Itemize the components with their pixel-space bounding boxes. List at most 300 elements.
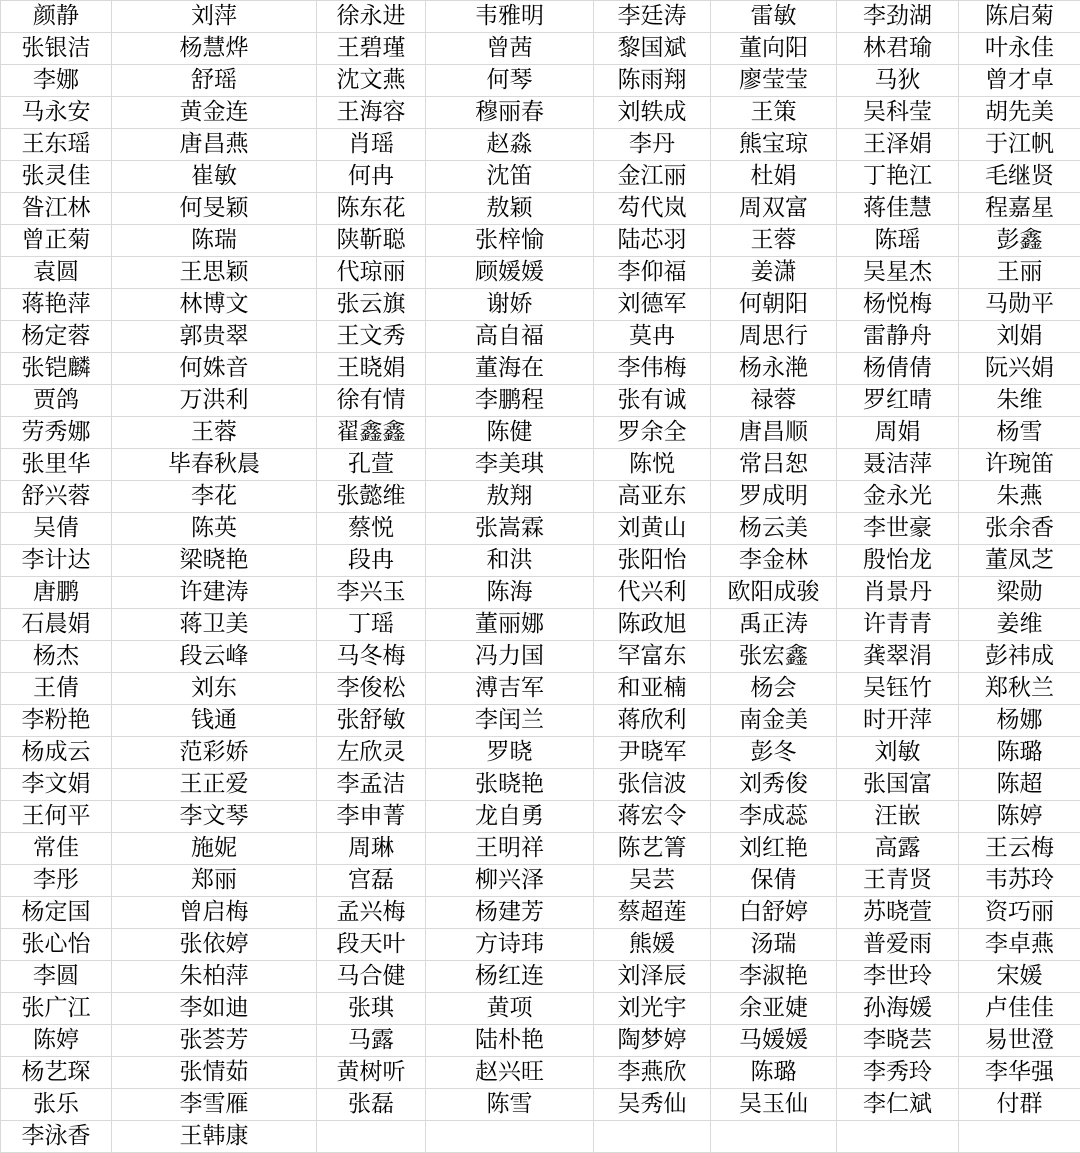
name-cell: 陕靳聪 — [317, 225, 426, 257]
name-cell: 董海在 — [426, 353, 594, 385]
name-cell: 代兴利 — [594, 577, 711, 609]
name-cell: 马永安 — [1, 97, 112, 129]
table-row — [1, 481, 1080, 513]
name-cell: 张琪 — [317, 993, 426, 1025]
table-row — [1, 737, 1080, 769]
name-cell: 郑丽 — [112, 865, 317, 897]
table-row — [1, 97, 1080, 129]
name-cell: 林博文 — [112, 289, 317, 321]
table-row — [1, 193, 1080, 225]
name-cell: 唐昌顺 — [711, 417, 837, 449]
name-cell: 吴钰竹 — [837, 673, 959, 705]
name-cell: 刘轶成 — [594, 97, 711, 129]
name-cell: 陈璐 — [959, 737, 1080, 769]
name-cell: 芶代岚 — [594, 193, 711, 225]
table-row — [1, 385, 1080, 417]
name-cell — [837, 1121, 959, 1153]
name-cell: 罗成明 — [711, 481, 837, 513]
name-cell: 周双富 — [711, 193, 837, 225]
name-cell: 吴倩 — [1, 513, 112, 545]
name-cell: 金永光 — [837, 481, 959, 513]
name-cell: 李文娟 — [1, 769, 112, 801]
name-cell: 吴芸 — [594, 865, 711, 897]
name-cell: 冯力国 — [426, 641, 594, 673]
name-cell: 陈雨翔 — [594, 65, 711, 97]
name-cell: 王韩康 — [112, 1121, 317, 1153]
name-cell: 高露 — [837, 833, 959, 865]
name-cell: 张宏鑫 — [711, 641, 837, 673]
name-cell: 李彤 — [1, 865, 112, 897]
name-cell: 杨娜 — [959, 705, 1080, 737]
name-cell: 张依婷 — [112, 929, 317, 961]
name-cell: 陶梦婷 — [594, 1025, 711, 1057]
name-cell: 常吕恕 — [711, 449, 837, 481]
name-cell: 蒋卫美 — [112, 609, 317, 641]
name-cell: 张乐 — [1, 1089, 112, 1121]
table-row — [1, 1, 1080, 33]
name-cell: 沈笛 — [426, 161, 594, 193]
name-cell: 金江丽 — [594, 161, 711, 193]
name-cell: 陈超 — [959, 769, 1080, 801]
name-cell: 钱通 — [112, 705, 317, 737]
name-cell: 陈东花 — [317, 193, 426, 225]
name-cell: 吴科莹 — [837, 97, 959, 129]
table-row — [1, 577, 1080, 609]
name-cell: 翟鑫鑫 — [317, 417, 426, 449]
name-cell: 杨悦梅 — [837, 289, 959, 321]
name-cell: 李俊松 — [317, 673, 426, 705]
name-cell: 张情茹 — [112, 1057, 317, 1089]
name-cell: 蒋欣利 — [594, 705, 711, 737]
name-cell: 陆朴艳 — [426, 1025, 594, 1057]
name-cell: 陈启菊 — [959, 1, 1080, 33]
name-cell: 南金美 — [711, 705, 837, 737]
name-cell: 蒋艳萍 — [1, 289, 112, 321]
table-row — [1, 289, 1080, 321]
name-cell: 范彩娇 — [112, 737, 317, 769]
name-cell: 叶永佳 — [959, 33, 1080, 65]
name-cell: 舒兴蓉 — [1, 481, 112, 513]
name-cell: 柳兴泽 — [426, 865, 594, 897]
name-cell: 袁圆 — [1, 257, 112, 289]
name-cell: 颜静 — [1, 1, 112, 33]
name-cell: 李娜 — [1, 65, 112, 97]
table-row — [1, 321, 1080, 353]
name-cell: 张阳怡 — [594, 545, 711, 577]
name-cell: 刘黄山 — [594, 513, 711, 545]
name-cell: 姜潇 — [711, 257, 837, 289]
name-cell: 李文琴 — [112, 801, 317, 833]
name-cell: 毛继贤 — [959, 161, 1080, 193]
table-row — [1, 1025, 1080, 1057]
table-row — [1, 993, 1080, 1025]
name-cell: 李粉艳 — [1, 705, 112, 737]
name-cell: 马狄 — [837, 65, 959, 97]
table-row — [1, 1121, 1080, 1153]
name-cell: 黄树听 — [317, 1057, 426, 1089]
name-cell: 陈政旭 — [594, 609, 711, 641]
name-cell: 吴秀仙 — [594, 1089, 711, 1121]
name-cell: 吴玉仙 — [711, 1089, 837, 1121]
name-cell: 马冬梅 — [317, 641, 426, 673]
name-cell: 王碧瑾 — [317, 33, 426, 65]
name-cell: 李仰福 — [594, 257, 711, 289]
name-cell: 龙自勇 — [426, 801, 594, 833]
name-cell: 梁勋 — [959, 577, 1080, 609]
name-cell: 余亚婕 — [711, 993, 837, 1025]
name-cell: 杜娟 — [711, 161, 837, 193]
name-cell: 聂洁萍 — [837, 449, 959, 481]
name-cell: 刘娟 — [959, 321, 1080, 353]
name-cell: 陈海 — [426, 577, 594, 609]
name-cell: 张云旗 — [317, 289, 426, 321]
name-cell: 苏晓萱 — [837, 897, 959, 929]
name-cell: 马勋平 — [959, 289, 1080, 321]
name-cell: 殷怡龙 — [837, 545, 959, 577]
name-cell: 张余香 — [959, 513, 1080, 545]
name-cell: 李鹏程 — [426, 385, 594, 417]
name-table-body — [1, 1, 1080, 1153]
name-cell: 王东瑶 — [1, 129, 112, 161]
name-cell: 许建涛 — [112, 577, 317, 609]
name-cell: 黄金连 — [112, 97, 317, 129]
name-cell: 杨倩倩 — [837, 353, 959, 385]
name-cell: 汤瑞 — [711, 929, 837, 961]
name-cell: 蔡悦 — [317, 513, 426, 545]
name-cell: 刘光宇 — [594, 993, 711, 1025]
name-cell: 李花 — [112, 481, 317, 513]
table-row — [1, 801, 1080, 833]
name-cell: 熊媛 — [594, 929, 711, 961]
name-cell: 蒋宏令 — [594, 801, 711, 833]
name-cell: 马媛媛 — [711, 1025, 837, 1057]
name-cell: 丁艳江 — [837, 161, 959, 193]
name-cell: 王正爱 — [112, 769, 317, 801]
table-row — [1, 929, 1080, 961]
name-cell: 李申菁 — [317, 801, 426, 833]
name-cell: 和亚楠 — [594, 673, 711, 705]
name-cell: 李泳香 — [1, 1121, 112, 1153]
name-cell: 许琬笛 — [959, 449, 1080, 481]
name-cell: 张铠麟 — [1, 353, 112, 385]
name-cell: 王蓉 — [112, 417, 317, 449]
name-cell: 王丽 — [959, 257, 1080, 289]
name-cell: 张梓愉 — [426, 225, 594, 257]
name-cell: 李如迪 — [112, 993, 317, 1025]
table-row — [1, 449, 1080, 481]
name-cell: 李兴玉 — [317, 577, 426, 609]
name-cell: 杨定蓉 — [1, 321, 112, 353]
table-row — [1, 865, 1080, 897]
name-cell: 朱柏萍 — [112, 961, 317, 993]
name-cell: 万洪利 — [112, 385, 317, 417]
name-cell: 欧阳成骏 — [711, 577, 837, 609]
name-cell: 何旻颖 — [112, 193, 317, 225]
name-cell: 汪嵌 — [837, 801, 959, 833]
name-cell: 敖翔 — [426, 481, 594, 513]
name-cell: 刘泽辰 — [594, 961, 711, 993]
name-cell: 王云梅 — [959, 833, 1080, 865]
name-cell: 李晓芸 — [837, 1025, 959, 1057]
name-cell: 张有诚 — [594, 385, 711, 417]
name-cell: 王策 — [711, 97, 837, 129]
name-cell: 李闰兰 — [426, 705, 594, 737]
name-cell — [959, 1121, 1080, 1153]
name-cell — [711, 1121, 837, 1153]
table-row — [1, 609, 1080, 641]
name-cell: 王倩 — [1, 673, 112, 705]
name-cell: 陆芯羽 — [594, 225, 711, 257]
name-cell: 杨会 — [711, 673, 837, 705]
name-cell: 林君瑜 — [837, 33, 959, 65]
name-cell: 唐鹏 — [1, 577, 112, 609]
table-row — [1, 353, 1080, 385]
name-cell: 李计达 — [1, 545, 112, 577]
name-cell: 杨建芳 — [426, 897, 594, 929]
name-cell: 张懿维 — [317, 481, 426, 513]
name-cell: 尹晓军 — [594, 737, 711, 769]
table-row — [1, 833, 1080, 865]
name-cell — [317, 1121, 426, 1153]
name-cell: 杨定国 — [1, 897, 112, 929]
name-cell: 敖颖 — [426, 193, 594, 225]
name-cell: 宫磊 — [317, 865, 426, 897]
name-cell: 罗晓 — [426, 737, 594, 769]
name-cell: 周琳 — [317, 833, 426, 865]
name-cell: 王泽娟 — [837, 129, 959, 161]
name-cell: 易世澄 — [959, 1025, 1080, 1057]
name-cell: 程嘉星 — [959, 193, 1080, 225]
name-cell: 李丹 — [594, 129, 711, 161]
table-row — [1, 257, 1080, 289]
name-cell: 毕春秋晨 — [112, 449, 317, 481]
name-cell: 姜维 — [959, 609, 1080, 641]
name-cell: 何冉 — [317, 161, 426, 193]
name-cell: 董丽娜 — [426, 609, 594, 641]
name-cell: 李仁斌 — [837, 1089, 959, 1121]
name-cell: 王思颖 — [112, 257, 317, 289]
name-cell: 阮兴娟 — [959, 353, 1080, 385]
name-cell: 何琴 — [426, 65, 594, 97]
name-cell: 张里华 — [1, 449, 112, 481]
name-cell: 周思行 — [711, 321, 837, 353]
name-cell: 朱燕 — [959, 481, 1080, 513]
name-cell: 于江帆 — [959, 129, 1080, 161]
name-cell: 张荟芳 — [112, 1025, 317, 1057]
name-cell: 和洪 — [426, 545, 594, 577]
name-cell: 杨云美 — [711, 513, 837, 545]
name-cell: 溥吉军 — [426, 673, 594, 705]
name-cell: 孔萱 — [317, 449, 426, 481]
table-row — [1, 705, 1080, 737]
name-cell: 高自福 — [426, 321, 594, 353]
name-cell: 顾媛媛 — [426, 257, 594, 289]
table-row — [1, 769, 1080, 801]
name-cell: 曾正菊 — [1, 225, 112, 257]
name-cell: 李金林 — [711, 545, 837, 577]
name-cell: 赵兴旺 — [426, 1057, 594, 1089]
name-cell: 陈婷 — [959, 801, 1080, 833]
name-cell: 张银洁 — [1, 33, 112, 65]
name-cell: 代琼丽 — [317, 257, 426, 289]
name-cell: 普爱雨 — [837, 929, 959, 961]
name-cell: 朱维 — [959, 385, 1080, 417]
name-cell: 罗红晴 — [837, 385, 959, 417]
name-cell: 常佳 — [1, 833, 112, 865]
name-cell: 张晓艳 — [426, 769, 594, 801]
name-cell: 张广江 — [1, 993, 112, 1025]
name-cell: 陈婷 — [1, 1025, 112, 1057]
name-cell: 陈英 — [112, 513, 317, 545]
name-cell: 李卓燕 — [959, 929, 1080, 961]
name-cell: 何朝阳 — [711, 289, 837, 321]
name-cell: 段云峰 — [112, 641, 317, 673]
name-cell: 卢佳佳 — [959, 993, 1080, 1025]
name-cell: 施妮 — [112, 833, 317, 865]
table-row — [1, 641, 1080, 673]
name-cell: 穆丽春 — [426, 97, 594, 129]
table-row — [1, 513, 1080, 545]
name-cell: 彭祎成 — [959, 641, 1080, 673]
name-cell: 陈璐 — [711, 1057, 837, 1089]
name-cell: 彭冬 — [711, 737, 837, 769]
name-cell: 马露 — [317, 1025, 426, 1057]
name-cell: 王青贤 — [837, 865, 959, 897]
name-cell: 陈雪 — [426, 1089, 594, 1121]
name-cell: 张信波 — [594, 769, 711, 801]
name-cell: 王文秀 — [317, 321, 426, 353]
name-cell: 许青青 — [837, 609, 959, 641]
name-cell: 陈艺箐 — [594, 833, 711, 865]
name-cell: 陈瑞 — [112, 225, 317, 257]
name-cell: 贾鸽 — [1, 385, 112, 417]
name-cell: 马合健 — [317, 961, 426, 993]
name-cell: 杨艺琛 — [1, 1057, 112, 1089]
name-cell: 雷静舟 — [837, 321, 959, 353]
name-cell: 龚翠涓 — [837, 641, 959, 673]
name-cell: 刘秀俊 — [711, 769, 837, 801]
name-cell: 曾才卓 — [959, 65, 1080, 97]
name-cell: 罕富东 — [594, 641, 711, 673]
name-cell: 孟兴梅 — [317, 897, 426, 929]
name-cell: 杨杰 — [1, 641, 112, 673]
name-cell: 李伟梅 — [594, 353, 711, 385]
name-cell: 何姝音 — [112, 353, 317, 385]
table-row — [1, 673, 1080, 705]
name-cell: 徐有情 — [317, 385, 426, 417]
name-cell: 禹正涛 — [711, 609, 837, 641]
table-row — [1, 161, 1080, 193]
name-cell: 董凤芝 — [959, 545, 1080, 577]
name-cell: 郑秋兰 — [959, 673, 1080, 705]
name-cell: 刘东 — [112, 673, 317, 705]
name-cell: 李劲湖 — [837, 1, 959, 33]
name-cell: 杨雪 — [959, 417, 1080, 449]
name-cell: 郭贵翠 — [112, 321, 317, 353]
table-row — [1, 1089, 1080, 1121]
name-cell: 王蓉 — [711, 225, 837, 257]
name-cell: 李淑艳 — [711, 961, 837, 993]
table-row — [1, 545, 1080, 577]
name-cell: 劳秀娜 — [1, 417, 112, 449]
name-cell: 熊宝琼 — [711, 129, 837, 161]
name-cell: 李廷涛 — [594, 1, 711, 33]
name-cell: 保倩 — [711, 865, 837, 897]
name-cell: 李雪雁 — [112, 1089, 317, 1121]
name-cell: 韦雅明 — [426, 1, 594, 33]
name-cell: 杨红连 — [426, 961, 594, 993]
name-cell: 左欣灵 — [317, 737, 426, 769]
name-cell: 周娟 — [837, 417, 959, 449]
name-cell: 张磊 — [317, 1089, 426, 1121]
name-cell: 曾茜 — [426, 33, 594, 65]
name-cell: 韦苏玲 — [959, 865, 1080, 897]
name-cell: 张国富 — [837, 769, 959, 801]
name-cell: 张灵佳 — [1, 161, 112, 193]
name-cell: 刘敏 — [837, 737, 959, 769]
name-cell: 王明祥 — [426, 833, 594, 865]
name-cell: 孙海媛 — [837, 993, 959, 1025]
name-cell: 黄项 — [426, 993, 594, 1025]
table-row — [1, 65, 1080, 97]
table-row — [1, 129, 1080, 161]
name-cell: 吴星杰 — [837, 257, 959, 289]
name-cell: 肖景丹 — [837, 577, 959, 609]
name-cell: 罗余全 — [594, 417, 711, 449]
name-cell: 黎国斌 — [594, 33, 711, 65]
name-cell: 舒瑶 — [112, 65, 317, 97]
name-cell: 刘红艳 — [711, 833, 837, 865]
name-cell: 李燕欣 — [594, 1057, 711, 1089]
name-cell: 段冉 — [317, 545, 426, 577]
name-cell: 董向阳 — [711, 33, 837, 65]
table-row — [1, 33, 1080, 65]
table-row — [1, 897, 1080, 929]
name-cell: 张嵩霖 — [426, 513, 594, 545]
name-cell: 付群 — [959, 1089, 1080, 1121]
name-cell: 徐永进 — [317, 1, 426, 33]
name-cell: 宋媛 — [959, 961, 1080, 993]
name-cell: 刘德军 — [594, 289, 711, 321]
name-cell: 白舒婷 — [711, 897, 837, 929]
name-cell: 陈瑶 — [837, 225, 959, 257]
name-cell: 石晨娟 — [1, 609, 112, 641]
name-cell: 谢娇 — [426, 289, 594, 321]
name-cell: 杨慧烨 — [112, 33, 317, 65]
name-cell: 段天叶 — [317, 929, 426, 961]
name-cell: 张心怡 — [1, 929, 112, 961]
name-cell: 张舒敏 — [317, 705, 426, 737]
name-cell: 曾启梅 — [112, 897, 317, 929]
name-cell: 梁晓艳 — [112, 545, 317, 577]
name-cell: 廖莹莹 — [711, 65, 837, 97]
name-cell: 李华强 — [959, 1057, 1080, 1089]
name-cell: 李美琪 — [426, 449, 594, 481]
name-cell: 方诗玮 — [426, 929, 594, 961]
name-cell: 刘萍 — [112, 1, 317, 33]
name-cell: 丁瑶 — [317, 609, 426, 641]
name-cell — [594, 1121, 711, 1153]
name-cell: 王晓娟 — [317, 353, 426, 385]
name-cell: 崔敏 — [112, 161, 317, 193]
name-cell: 高亚东 — [594, 481, 711, 513]
name-cell: 彭鑫 — [959, 225, 1080, 257]
name-cell: 沈文燕 — [317, 65, 426, 97]
name-cell: 昝江林 — [1, 193, 112, 225]
name-cell: 杨永滟 — [711, 353, 837, 385]
table-row — [1, 225, 1080, 257]
name-cell: 胡先美 — [959, 97, 1080, 129]
